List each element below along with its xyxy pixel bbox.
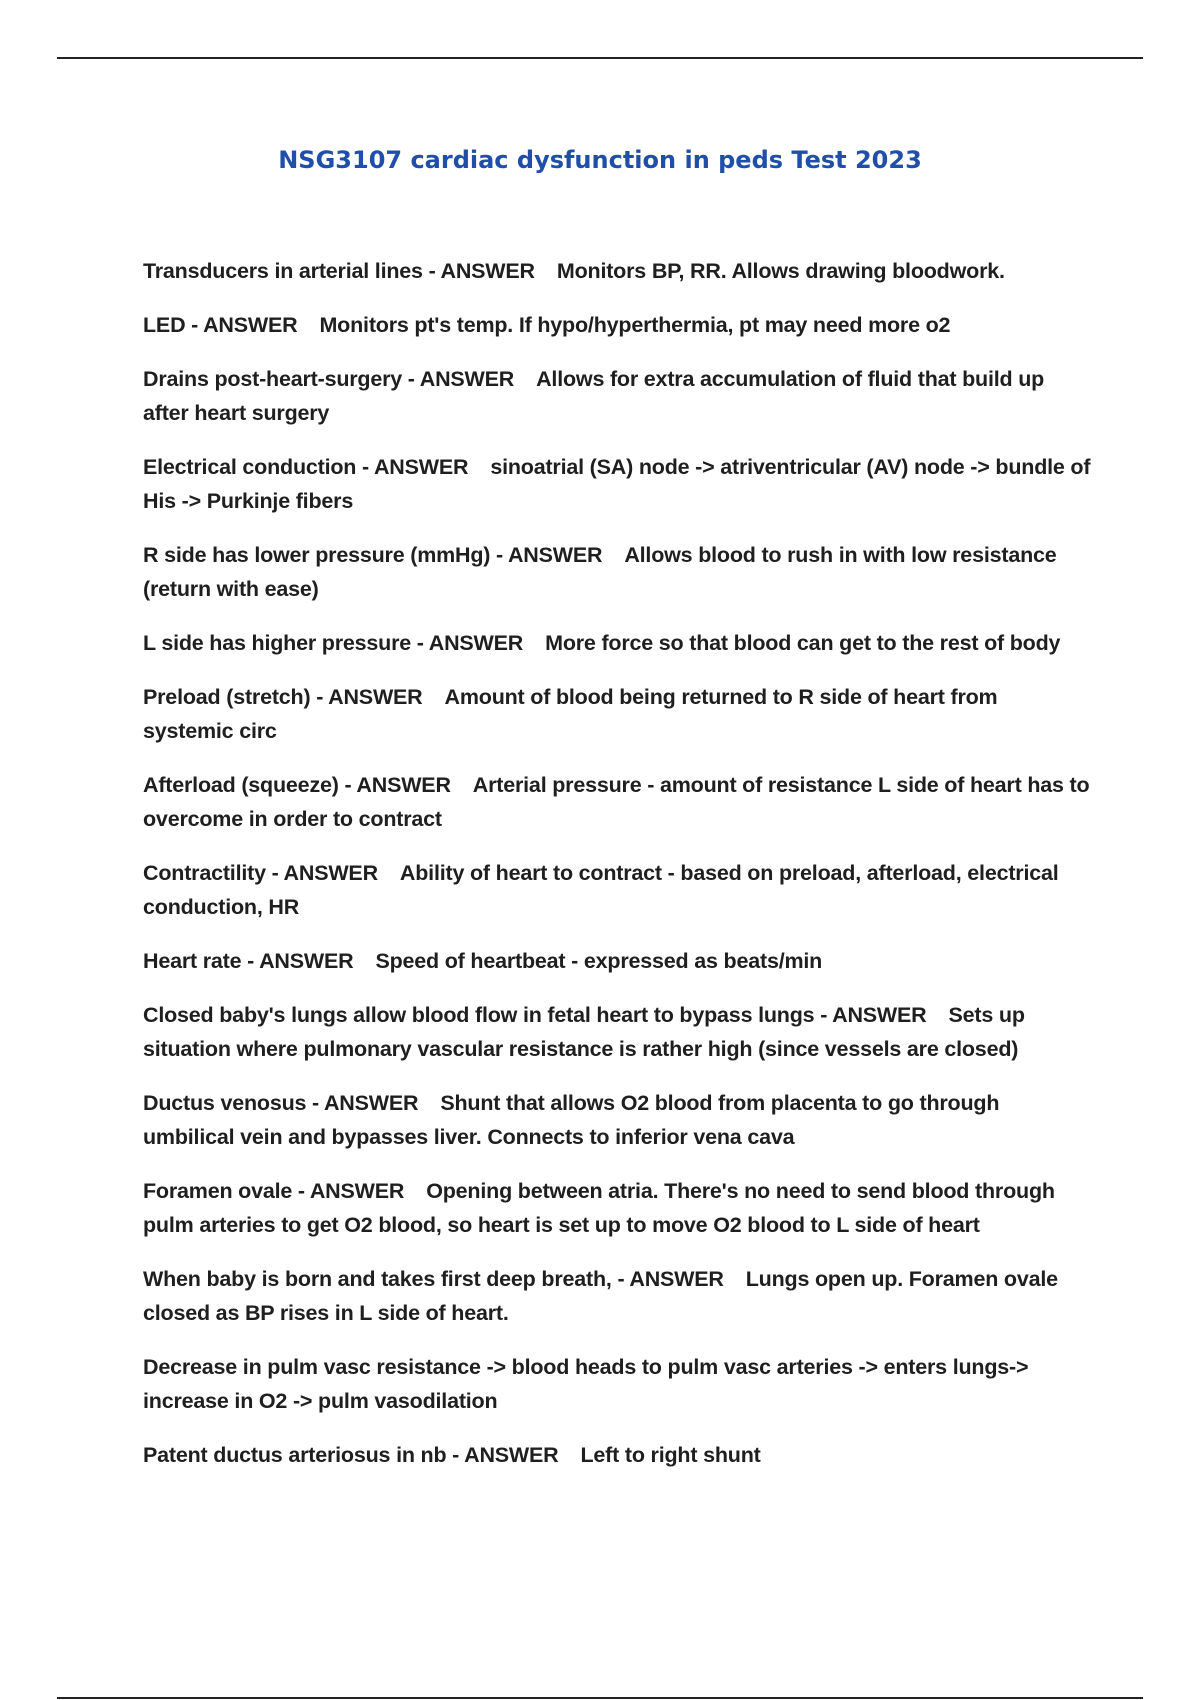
qa-item [143,1174,1093,1242]
qa-answer: sinoatrial (SA) node -> atriventricular (AV) node -> bundle of His -> Purkinje fibers [143,455,1091,513]
qa-item [143,362,1093,430]
qa-term: R side has lower pressure (mmHg) - ANSWER [143,543,603,567]
qa-term: Afterload (squeeze) - ANSWER [143,773,451,797]
qa-term: Decrease in pulm vasc resistance -> blood heads to pulm vasc arteries -> enters lungs-> increase in O2 -> pulm vasodilation [143,1355,1029,1413]
qa-answer: Lungs open up. Foramen ovale closed as BP rises in L side of heart. [143,1267,1058,1325]
qa-answer: Shunt that allows O2 blood from placenta to go through umbilical vein and bypasses liver. Connects to inferior vena cava [143,1091,1000,1149]
qa-item [143,308,1093,342]
qa-answer: Opening between atria. There's no need to send blood through pulm arteries to get O2 blood, so heart is set up to move O2 blood to L side of heart [143,1179,1055,1237]
document-title: NSG3107 cardiac dysfunction in peds Test 2023 [278,146,922,174]
qa-item [143,1350,1093,1418]
qa-answer: Allows for extra accumulation of fluid that build up after heart surgery [143,367,1045,425]
qa-answer: Ability of heart to contract - based on preload, afterload, electrical conduction, HR [143,861,1059,919]
qa-item [143,1262,1093,1330]
qa-term: Ductus venosus - ANSWER [143,1091,419,1115]
qa-item [143,538,1093,606]
qa-item [143,768,1093,836]
qa-term: Foramen ovale - ANSWER [143,1179,405,1203]
qa-term: When baby is born and takes first deep breath, - ANSWER [143,1267,724,1291]
qa-answer: Monitors BP, RR. Allows drawing bloodwork. [556,259,1005,283]
qa-term: Heart rate - ANSWER [143,949,354,973]
qa-answer: Arterial pressure - amount of resistance L side of heart has to overcome in order to contract [143,773,1090,831]
qa-answer: Amount of blood being returned to R side of heart from systemic circ [143,685,998,743]
qa-item [143,944,1093,978]
qa-answer: Speed of heartbeat - expressed as beats/min [375,949,823,973]
qa-list [143,254,1093,1492]
qa-term: LED - ANSWER [143,313,298,337]
qa-answer: Monitors pt's temp. If hypo/hyperthermia, pt may need more o2 [319,313,951,337]
qa-answer: Sets up situation where pulmonary vascular resistance is rather high (since vessels are closed) [143,1003,1025,1061]
qa-term: Preload (stretch) - ANSWER [143,685,423,709]
qa-answer: Left to right shunt [580,1443,761,1467]
qa-answer: Allows blood to rush in with low resistance (return with ease) [143,543,1057,601]
qa-term: Electrical conduction - ANSWER [143,455,469,479]
qa-item [143,680,1093,748]
qa-term: Patent ductus arteriosus in nb - ANSWER [143,1443,559,1467]
qa-item [143,1086,1093,1154]
top-rule [57,57,1143,59]
qa-item [143,856,1093,924]
qa-term: L side has higher pressure - ANSWER [143,631,524,655]
qa-term: Closed baby's lungs allow blood flow in fetal heart to bypass lungs - ANSWER [143,1003,927,1027]
qa-item [143,626,1093,660]
qa-item [143,998,1093,1066]
qa-term: Transducers in arterial lines - ANSWER [143,259,535,283]
qa-item [143,450,1093,518]
qa-answer: More force so that blood can get to the rest of body [545,631,1061,655]
qa-item [143,1438,1093,1472]
qa-item [143,254,1093,288]
bottom-rule [57,1697,1143,1699]
qa-term: Contractility - ANSWER [143,861,378,885]
qa-term: Drains post-heart-surgery - ANSWER [143,367,515,391]
